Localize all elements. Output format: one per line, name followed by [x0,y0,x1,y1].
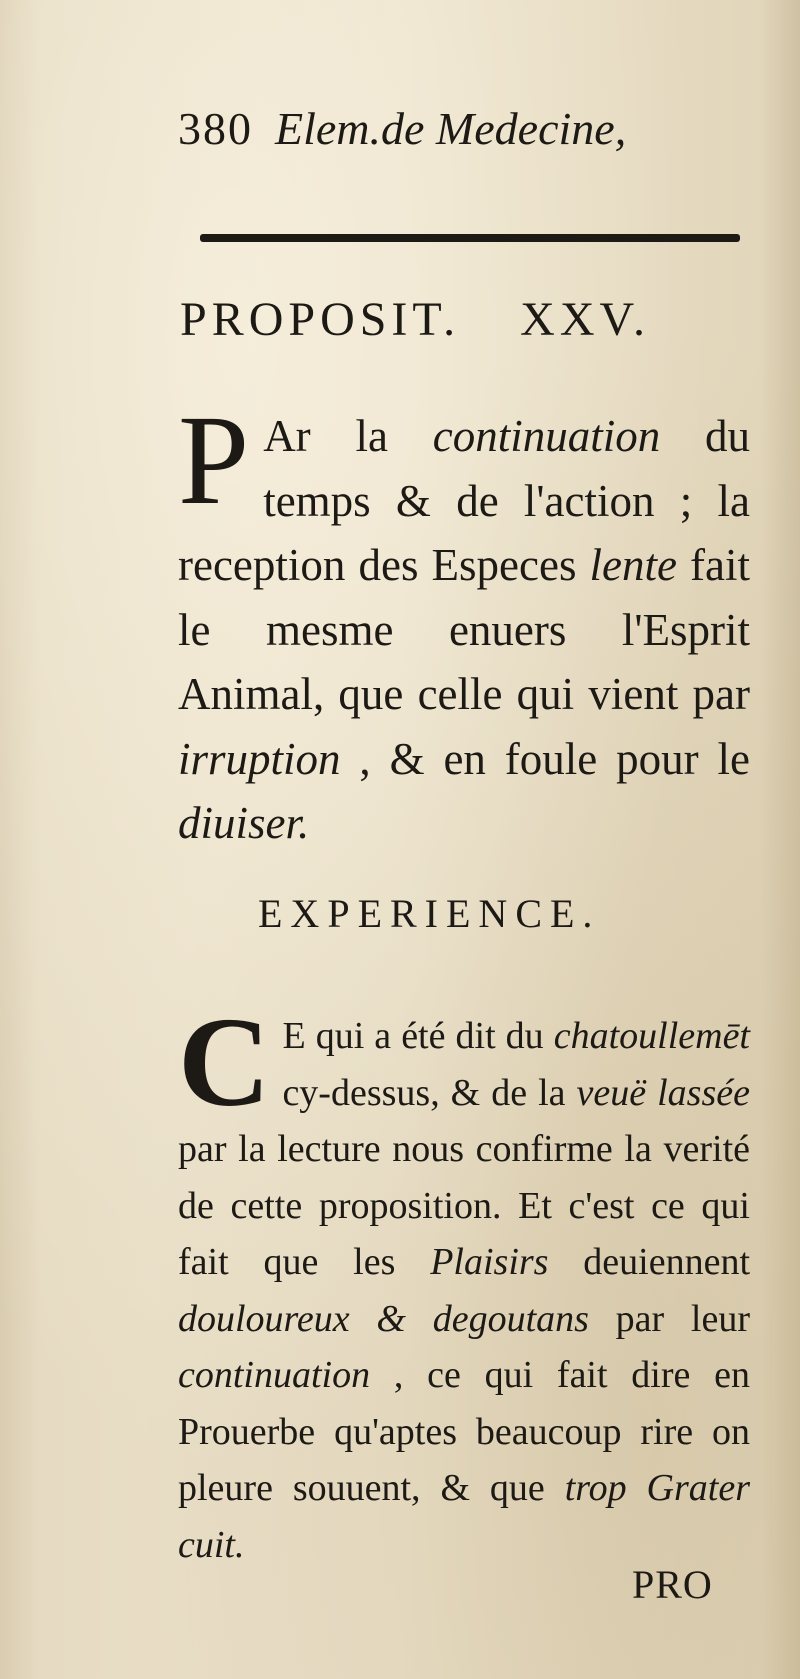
experience-text: par leur [588,1297,750,1340]
experience-italic-term: continuation [178,1354,371,1396]
proposition-heading [180,290,770,350]
experience-text: deuiennent [548,1241,750,1283]
catchword: PRO [632,1562,713,1607]
experience-italic-term: Plaisirs [430,1241,549,1283]
experience-italic-term: veuë lassée [576,1071,750,1114]
experience-drop-cap: C [178,991,271,1133]
proposition-number: XXV. [520,293,650,346]
proposition-text: Ar la [263,411,433,461]
experience-heading: EXPERIENCE. [258,891,601,936]
proposition-text: , & en foule pour le [340,733,750,784]
experience-italic-term: trop Grater cuit. [178,1467,750,1566]
experience-italic-term: chatoullemēt [553,1015,750,1057]
proposition-italic-term: diuiser. [178,798,310,848]
page-header [178,100,738,157]
experience-text: cy-dessus, & de la [282,1071,577,1114]
experience-text: par la lecture nous confirme la verité de cette proposition. Et c'est ce qui fait que les [178,1128,750,1283]
proposition-paragraph [178,389,751,856]
experience-paragraph [178,991,750,1573]
proposition-italic-term: lente [589,540,677,590]
proposition-text: fait le mesme enuers l'Esprit Animal, que celle qui vient par [178,540,750,719]
experience-text: , ce qui fait dire en Prouerbe qu'aptes beaucoup rire on pleure souuent, & que [178,1354,750,1509]
proposition-text: du temps & de l'action ; la reception des Especes [178,411,751,590]
running-title: Elem.de Medecine, [275,103,627,154]
header-rule [200,234,740,242]
experience-text: E qui a été dit du [282,1015,554,1057]
proposition-italic-term: irruption [178,733,341,784]
proposition-drop-cap: P [178,389,250,531]
proposition-italic-term: continuation [432,411,661,461]
proposition-heading-label: PROPOSIT. [180,293,461,346]
experience-italic-term: douloureux & degoutans [178,1297,589,1340]
page-number: 380 [178,103,253,154]
